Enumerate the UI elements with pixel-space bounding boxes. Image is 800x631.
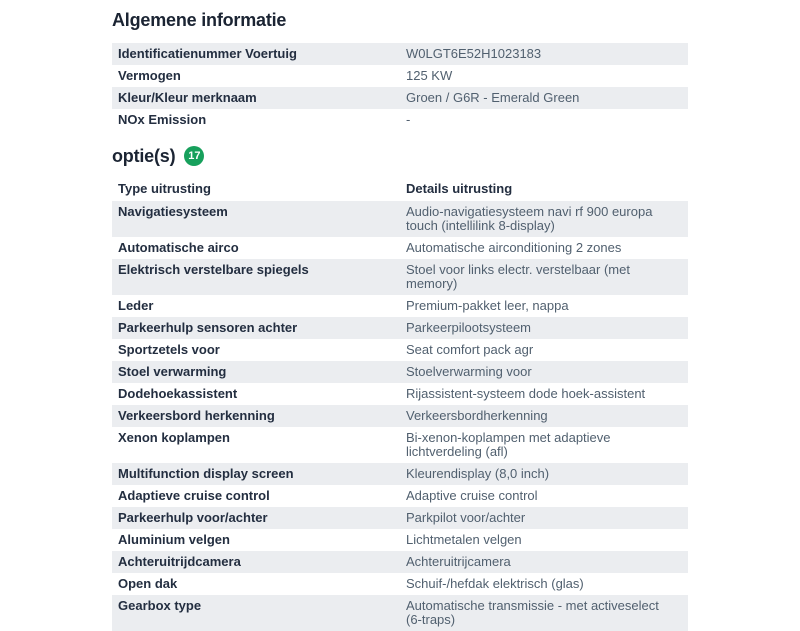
- option-details: Bi-xenon-koplampen met adaptieve lichtverdeling (afl): [406, 430, 611, 459]
- option-type: Verkeersbord herkenning: [118, 408, 275, 423]
- table-row: [112, 427, 688, 463]
- info-value: W0LGT6E52H1023183: [406, 46, 542, 61]
- info-label: Kleur/Kleur merknaam: [118, 90, 257, 105]
- general-info-title: Algemene informatie: [112, 10, 287, 30]
- options-title: [112, 146, 688, 167]
- general-info-table: [112, 43, 688, 131]
- option-type: Dodehoekassistent: [118, 386, 238, 401]
- table-row: [112, 237, 688, 259]
- option-details: Schuif-/hefdak elektrisch (glas): [406, 576, 584, 591]
- table-row: [112, 295, 688, 317]
- option-type: Multifunction display screen: [118, 466, 294, 481]
- option-details: Adaptive cruise control: [406, 488, 538, 503]
- table-row: [112, 551, 688, 573]
- option-type: Open dak: [118, 576, 178, 591]
- option-type: Achteruitrijdcamera: [118, 554, 241, 569]
- option-details: Stoelverwarming voor: [406, 364, 532, 379]
- table-row: [112, 87, 688, 109]
- table-row: [112, 507, 688, 529]
- option-details: Parkeerpilootsysteem: [406, 320, 531, 335]
- table-row: [112, 201, 688, 237]
- option-type: Adaptieve cruise control: [118, 488, 270, 503]
- option-details: Parkpilot voor/achter: [406, 510, 526, 525]
- option-type: Leder: [118, 298, 154, 313]
- option-type: Xenon koplampen: [118, 430, 230, 445]
- table-row: [112, 339, 688, 361]
- section-options: [112, 146, 688, 631]
- option-details: Stoel voor links electr. verstelbaar (met memory): [406, 262, 630, 291]
- table-row: [112, 529, 688, 551]
- option-type: Gearbox type: [118, 598, 202, 613]
- table-row: [112, 65, 688, 87]
- info-value: -: [406, 112, 411, 127]
- option-type: Sportzetels voor: [118, 342, 220, 357]
- options-count-badge: 17: [184, 146, 204, 166]
- info-value: Groen / G6R - Emerald Green: [406, 90, 580, 105]
- options-table: [112, 179, 688, 631]
- column-header-type: Type uitrusting: [112, 179, 400, 201]
- table-row: [112, 463, 688, 485]
- option-details: Lichtmetalen velgen: [406, 532, 522, 547]
- section-general-info: [112, 10, 688, 131]
- info-value: 125 KW: [406, 68, 453, 83]
- table-row: [112, 573, 688, 595]
- table-row: [112, 405, 688, 427]
- option-type: Parkeerhulp voor/achter: [118, 510, 268, 525]
- option-type: Automatische airco: [118, 240, 239, 255]
- option-type: Elektrisch verstelbare spiegels: [118, 262, 309, 277]
- option-details: Automatische transmissie - met activeselect (6-traps): [406, 598, 659, 627]
- table-header-row: [112, 179, 688, 201]
- column-header-details: Details uitrusting: [400, 179, 688, 201]
- option-details: Premium-pakket leer, nappa: [406, 298, 569, 313]
- option-type: Aluminium velgen: [118, 532, 230, 547]
- table-row: [112, 259, 688, 295]
- options-title-text: optie(s): [112, 146, 176, 166]
- table-row: [112, 595, 688, 631]
- option-details: Achteruitrijcamera: [406, 554, 511, 569]
- option-details: Audio-navigatiesysteem navi rf 900 europa touch (intellilink 8-display): [406, 204, 653, 233]
- info-label: Vermogen: [118, 68, 181, 83]
- option-details: Automatische airconditioning 2 zones: [406, 240, 622, 255]
- option-type: Stoel verwarming: [118, 364, 227, 379]
- option-details: Kleurendisplay (8,0 inch): [406, 466, 550, 481]
- table-row: [112, 109, 688, 131]
- info-label: NOx Emission: [118, 112, 207, 127]
- table-row: [112, 43, 688, 65]
- option-details: Verkeersbordherkenning: [406, 408, 548, 423]
- option-type: Navigatiesysteem: [118, 204, 228, 219]
- option-type: Parkeerhulp sensoren achter: [118, 320, 298, 335]
- table-row: [112, 383, 688, 405]
- option-details: Seat comfort pack agr: [406, 342, 534, 357]
- table-row: [112, 361, 688, 383]
- table-row: [112, 317, 688, 339]
- info-label: Identificatienummer Voertuig: [118, 46, 297, 61]
- option-details: Rijassistent-systeem dode hoek-assistent: [406, 386, 646, 401]
- table-row: [112, 485, 688, 507]
